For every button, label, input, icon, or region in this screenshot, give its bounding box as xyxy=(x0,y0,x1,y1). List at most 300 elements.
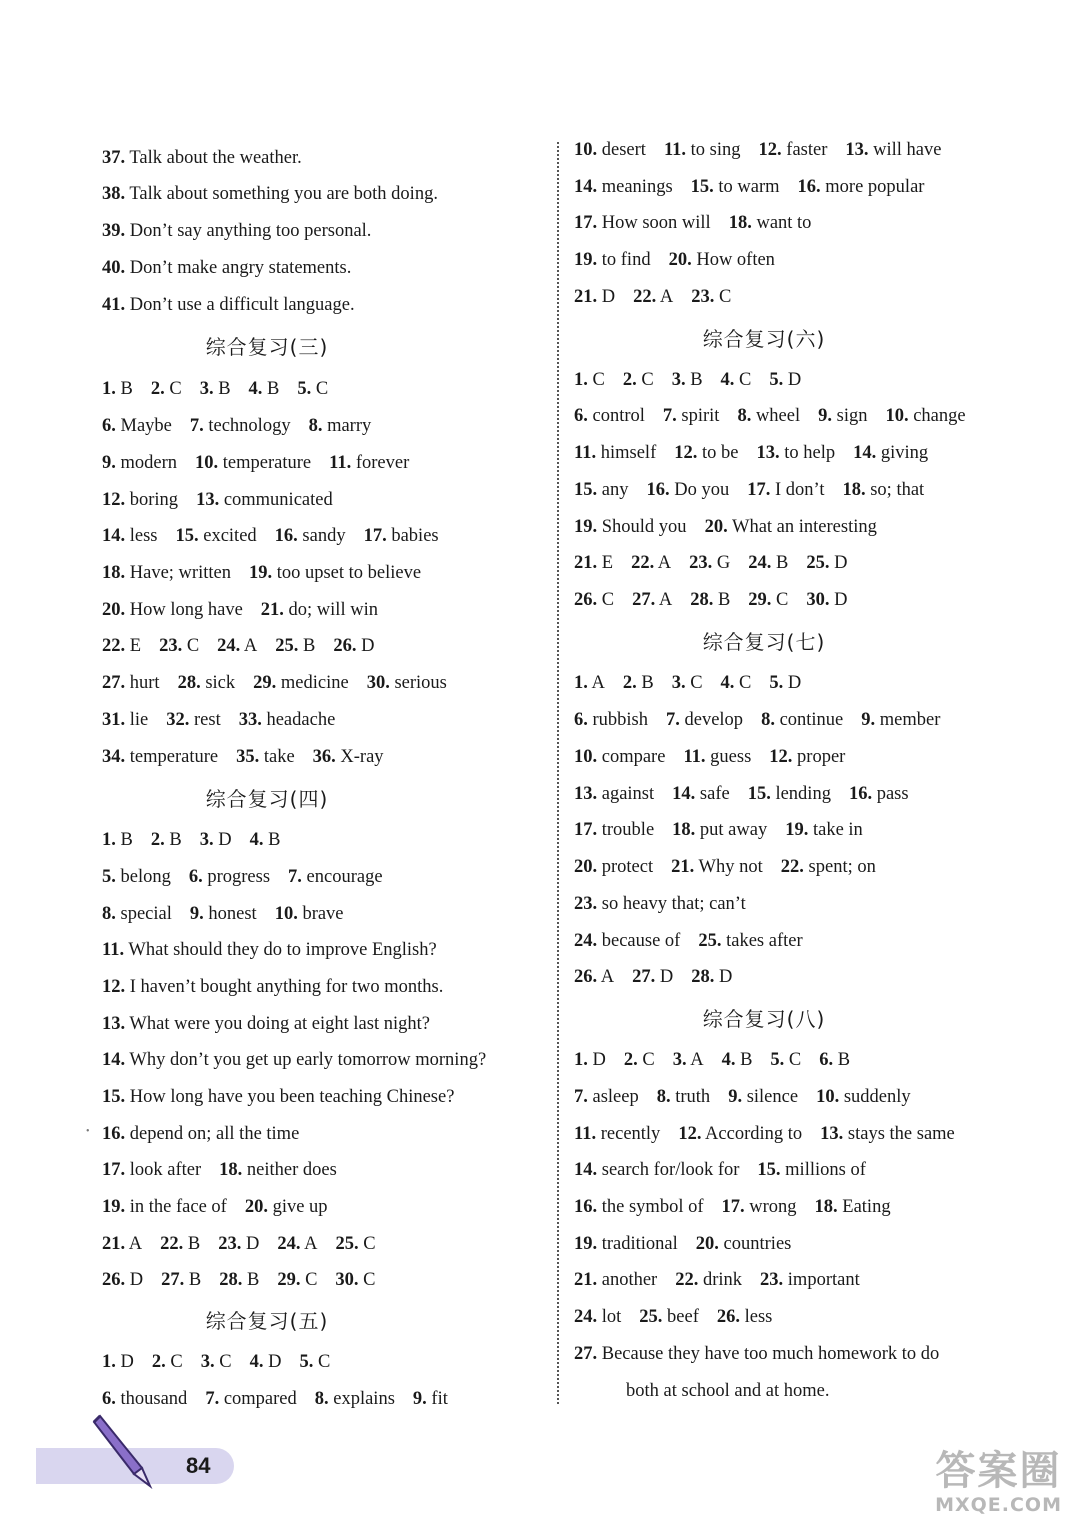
question-number: 3. xyxy=(671,673,686,693)
answer-text: thousand xyxy=(120,1389,188,1409)
answer-item xyxy=(102,258,351,278)
answer-line xyxy=(574,1122,955,1146)
answer-item xyxy=(190,416,291,436)
answer-text: member xyxy=(879,710,941,730)
answer-item xyxy=(102,1087,454,1107)
answer-item xyxy=(151,830,182,850)
answer-text: B xyxy=(120,379,133,399)
question-number: 10. xyxy=(816,1087,840,1107)
answer-text: put away xyxy=(699,820,768,840)
answer-item xyxy=(820,1124,955,1144)
answer-text: too upset to believe xyxy=(276,563,422,583)
column-divider xyxy=(557,142,559,1404)
answer-text: I don’t xyxy=(774,480,825,500)
answer-text: Don’t make angry statements. xyxy=(129,258,352,278)
answer-text: protect xyxy=(601,857,654,877)
question-number: 28. xyxy=(177,673,201,693)
question-number: 17. xyxy=(574,213,598,233)
answer-text: lending xyxy=(775,784,831,804)
question-number: 13. xyxy=(845,140,869,160)
answer-text: B xyxy=(120,830,133,850)
answer-item xyxy=(299,1352,330,1372)
answer-item xyxy=(759,140,828,160)
answer-text: C xyxy=(219,1352,232,1372)
answer-text: How often xyxy=(696,250,775,270)
answer-text: B xyxy=(246,1270,260,1290)
answer-line xyxy=(102,1012,430,1036)
answer-item xyxy=(574,747,665,767)
answer-item xyxy=(691,287,731,307)
question-number: 7. xyxy=(189,416,204,436)
answer-item xyxy=(195,453,311,473)
answer-text: A xyxy=(128,1234,143,1254)
answer-text: Why don’t you get up early tomorrow morning? xyxy=(129,1050,487,1070)
question-number: 19. xyxy=(574,250,598,270)
answer-line xyxy=(626,1379,829,1403)
answer-item xyxy=(770,1050,801,1070)
answer-text: How long have xyxy=(129,600,243,620)
answer-text: any xyxy=(601,480,629,500)
question-number: 9. xyxy=(728,1087,743,1107)
question-number: 29. xyxy=(748,590,772,610)
answer-item xyxy=(818,406,867,426)
question-number: 16. xyxy=(848,784,873,804)
answer-item xyxy=(691,177,780,197)
answer-item xyxy=(102,563,231,583)
question-number: 9. xyxy=(861,710,876,730)
question-number: 27. xyxy=(161,1270,185,1290)
answer-text: B xyxy=(188,1270,202,1290)
answer-text: look after xyxy=(129,1160,202,1180)
question-number: 39. xyxy=(102,221,126,241)
answer-text: B xyxy=(740,1050,753,1070)
answer-item xyxy=(574,1270,657,1290)
answer-item xyxy=(219,1160,337,1180)
pen-icon xyxy=(90,1410,160,1492)
answer-text: C xyxy=(642,1050,655,1070)
question-number: 20. xyxy=(244,1197,268,1217)
answer-text: millions of xyxy=(785,1160,866,1180)
answer-item xyxy=(250,1352,282,1372)
question-number: 14. xyxy=(574,1160,598,1180)
question-number: 19. xyxy=(102,1197,126,1217)
answer-line xyxy=(102,219,371,243)
answer-line xyxy=(574,441,928,465)
question-number: 27. xyxy=(102,673,126,693)
question-number: 10. xyxy=(195,453,219,473)
answer-text: wrong xyxy=(749,1197,797,1217)
question-number: 16. xyxy=(274,526,298,546)
answer-item xyxy=(574,673,605,693)
question-number: 32. xyxy=(166,710,190,730)
answer-item xyxy=(249,563,421,583)
answer-text: Because they have too much homework to do xyxy=(601,1344,940,1364)
answer-text: A xyxy=(657,553,672,573)
answer-item xyxy=(785,820,863,840)
answer-item xyxy=(671,857,763,877)
question-number: 22. xyxy=(160,1234,184,1254)
answer-text: against xyxy=(601,784,655,804)
question-number: 14. xyxy=(853,443,877,463)
answer-text: proper xyxy=(797,747,846,767)
question-number: 30. xyxy=(335,1270,359,1290)
answer-item xyxy=(309,416,372,436)
question-number: 3. xyxy=(671,370,686,390)
answer-text: to warm xyxy=(718,177,780,197)
answer-item xyxy=(176,526,257,546)
question-number: 15. xyxy=(757,1160,781,1180)
question-number: 22. xyxy=(631,553,655,573)
question-number: 21. xyxy=(260,600,284,620)
question-number: 1. xyxy=(102,379,116,399)
answer-item xyxy=(102,526,158,546)
answer-item xyxy=(769,673,801,693)
answer-text: more popular xyxy=(825,177,925,197)
answer-item xyxy=(102,1197,227,1217)
question-number: 4. xyxy=(249,830,264,850)
answer-item xyxy=(245,1197,328,1217)
answer-item xyxy=(849,784,909,804)
answer-text: C xyxy=(186,636,200,656)
question-number: 4. xyxy=(249,1352,264,1372)
question-number: 41. xyxy=(102,295,126,315)
answer-item xyxy=(769,747,845,767)
answer-text: C xyxy=(718,287,732,307)
question-number: 26. xyxy=(574,590,598,610)
answer-text: change xyxy=(913,406,966,426)
answer-text: A xyxy=(659,287,674,307)
answer-item xyxy=(178,673,236,693)
answer-text: the symbol of xyxy=(601,1197,704,1217)
answer-item xyxy=(781,857,876,877)
section-heading: 综合复习(三) xyxy=(205,335,329,359)
answer-text: give up xyxy=(272,1197,328,1217)
answer-item xyxy=(574,1124,660,1144)
question-number: 23. xyxy=(689,553,713,573)
answer-text: Have; written xyxy=(129,563,231,583)
question-number: 5. xyxy=(769,673,784,693)
answer-text: countries xyxy=(723,1234,792,1254)
question-number: 30. xyxy=(366,673,390,693)
answer-item xyxy=(574,177,673,197)
answer-text: to be xyxy=(701,443,739,463)
answer-text: B xyxy=(717,590,731,610)
answer-item xyxy=(277,1234,317,1254)
question-number: 28. xyxy=(690,590,714,610)
answer-text: giving xyxy=(880,443,929,463)
answer-text: C xyxy=(169,379,182,399)
answer-item xyxy=(672,820,767,840)
answer-text: neither does xyxy=(246,1160,337,1180)
answer-line xyxy=(102,1268,376,1292)
answer-line xyxy=(102,634,374,658)
answer-item xyxy=(250,830,281,850)
answer-item xyxy=(666,710,743,730)
answer-text: D xyxy=(834,553,848,573)
answer-text: so; that xyxy=(870,480,925,500)
answer-line xyxy=(102,1122,299,1146)
answer-item xyxy=(574,590,614,610)
question-number: 24. xyxy=(277,1234,301,1254)
watermark-title: 答案圈 xyxy=(935,1448,1062,1494)
answer-text: will have xyxy=(873,140,942,160)
question-number: 13. xyxy=(574,784,598,804)
answer-item xyxy=(748,590,788,610)
question-number: 37. xyxy=(102,148,126,168)
question-number: 16. xyxy=(646,480,670,500)
question-number: 7. xyxy=(288,867,302,887)
answer-text: brave xyxy=(302,904,344,924)
answer-line xyxy=(574,515,877,539)
question-number: 5. xyxy=(770,1050,785,1070)
answer-text: babies xyxy=(391,526,439,546)
answer-line xyxy=(574,708,940,732)
question-number: 17. xyxy=(363,526,387,546)
question-number: 17. xyxy=(721,1197,745,1217)
answer-item xyxy=(275,636,315,656)
answer-text: traditional xyxy=(601,1234,678,1254)
answer-line xyxy=(102,708,335,732)
answer-line xyxy=(102,182,438,206)
answer-text: progress xyxy=(207,867,271,887)
question-number: 20. xyxy=(574,857,598,877)
answer-text: compare xyxy=(601,747,666,767)
answer-text: D xyxy=(592,1050,606,1070)
question-number: 24. xyxy=(574,931,598,951)
answer-item xyxy=(102,747,218,767)
question-number: 3. xyxy=(199,830,214,850)
answer-item xyxy=(335,1234,375,1254)
answer-text: another xyxy=(601,1270,658,1290)
answer-text: forever xyxy=(355,453,410,473)
answer-item xyxy=(253,673,349,693)
answer-item xyxy=(675,1270,742,1290)
question-number: 20. xyxy=(704,517,728,537)
answer-item xyxy=(574,1307,621,1327)
answer-line xyxy=(102,938,437,962)
answer-item xyxy=(815,1197,891,1217)
answer-line xyxy=(574,1305,772,1329)
answer-item xyxy=(102,1050,486,1070)
answer-text: fit xyxy=(431,1389,448,1409)
answer-item xyxy=(728,1087,798,1107)
question-number: 1. xyxy=(102,1352,116,1372)
answer-line xyxy=(102,488,333,512)
answer-text: A xyxy=(690,1050,704,1070)
answer-line xyxy=(574,138,941,162)
answer-line xyxy=(102,902,344,926)
answer-text: wheel xyxy=(755,406,801,426)
answer-text: takes after xyxy=(726,931,803,951)
answer-item xyxy=(288,867,383,887)
answer-line xyxy=(102,975,443,999)
question-number: 4. xyxy=(720,673,735,693)
answer-text: to sing xyxy=(690,140,741,160)
answer-text: A xyxy=(658,590,673,610)
answer-text: develop xyxy=(684,710,744,730)
answer-text: B xyxy=(218,379,231,399)
question-number: 27. xyxy=(632,590,656,610)
answer-text: less xyxy=(129,526,158,546)
answer-item xyxy=(769,370,801,390)
answer-item xyxy=(102,1124,299,1144)
answer-line xyxy=(102,671,447,695)
question-number: 5. xyxy=(299,1352,314,1372)
question-number: 23. xyxy=(159,636,183,656)
question-number: 3. xyxy=(199,379,214,399)
answer-text: B xyxy=(690,370,703,390)
answer-item xyxy=(364,526,439,546)
answer-item xyxy=(691,967,732,987)
answer-item xyxy=(574,517,687,537)
question-number: 2. xyxy=(623,1050,638,1070)
answer-line xyxy=(102,146,302,170)
answer-text: to help xyxy=(784,443,836,463)
answer-item xyxy=(574,1050,606,1070)
answer-line xyxy=(574,929,803,953)
answer-item xyxy=(798,177,925,197)
answer-item xyxy=(574,894,746,914)
answer-text: belong xyxy=(120,867,171,887)
question-number: 10. xyxy=(274,904,298,924)
answer-line xyxy=(102,828,280,852)
answer-item xyxy=(413,1389,448,1409)
question-number: 11. xyxy=(329,453,352,473)
answer-text: beef xyxy=(667,1307,699,1327)
answer-text: Maybe xyxy=(120,416,172,436)
answer-text: sick xyxy=(205,673,236,693)
question-number: 4. xyxy=(720,370,735,390)
answer-text: important xyxy=(787,1270,860,1290)
answer-text: C xyxy=(739,673,752,693)
answer-item xyxy=(574,1234,678,1254)
answer-line xyxy=(102,451,409,475)
answer-text: take xyxy=(263,747,295,767)
question-number: 29. xyxy=(277,1270,301,1290)
answer-text: drink xyxy=(702,1270,743,1290)
question-number: 17. xyxy=(747,480,771,500)
answer-line xyxy=(574,818,863,842)
answer-text: silence xyxy=(746,1087,799,1107)
answer-item xyxy=(748,784,831,804)
answer-text: modern xyxy=(120,453,178,473)
answer-text: spirit xyxy=(681,406,720,426)
answer-item xyxy=(574,931,680,951)
answer-item xyxy=(574,1160,739,1180)
answer-line xyxy=(102,377,328,401)
question-number: 4. xyxy=(721,1050,736,1070)
answer-item xyxy=(722,1197,797,1217)
answer-item xyxy=(102,867,171,887)
question-number: 12. xyxy=(102,977,126,997)
question-number: 23. xyxy=(691,287,715,307)
question-number: 31. xyxy=(102,710,126,730)
question-number: 25. xyxy=(698,931,722,951)
question-number: 7. xyxy=(666,710,680,730)
question-number: 14. xyxy=(672,784,696,804)
question-number: 22. xyxy=(675,1270,699,1290)
watermark-logo xyxy=(935,1448,1062,1516)
answer-text: Why not xyxy=(698,857,763,877)
answer-item xyxy=(816,1087,911,1107)
question-number: 4. xyxy=(248,379,263,399)
answer-item xyxy=(760,1270,860,1290)
question-number: 22. xyxy=(633,287,657,307)
question-number: 16. xyxy=(102,1124,126,1144)
question-number: 18. xyxy=(672,820,696,840)
answer-text: spent; on xyxy=(808,857,876,877)
answer-text: Do you xyxy=(674,480,730,500)
answer-item xyxy=(335,1270,375,1290)
question-number: 38. xyxy=(102,184,126,204)
answer-item xyxy=(698,931,802,951)
question-number: 22. xyxy=(102,636,126,656)
question-number: 30. xyxy=(806,590,830,610)
answer-item xyxy=(102,184,438,204)
answer-item xyxy=(631,553,671,573)
answer-line xyxy=(102,293,355,317)
question-number: 23. xyxy=(574,894,598,914)
answer-line xyxy=(574,671,801,695)
question-number: 21. xyxy=(574,287,598,307)
question-number: 21. xyxy=(671,857,695,877)
question-number: 13. xyxy=(820,1124,844,1144)
question-number: 29. xyxy=(253,673,277,693)
question-number: 18. xyxy=(102,563,126,583)
answer-text: himself xyxy=(600,443,657,463)
question-number: 3. xyxy=(200,1352,215,1372)
question-number: 15. xyxy=(747,784,771,804)
question-number: 7. xyxy=(662,406,677,426)
question-number: 7. xyxy=(574,1087,588,1107)
answer-item xyxy=(102,977,443,997)
answer-text: search for/look for xyxy=(601,1160,740,1180)
question-number: 8. xyxy=(656,1087,671,1107)
answer-text: Don’t use a difficult language. xyxy=(129,295,355,315)
answer-item xyxy=(196,490,333,510)
answer-text: B xyxy=(837,1050,851,1070)
answer-item xyxy=(632,590,672,610)
answer-item xyxy=(664,140,741,160)
answer-item xyxy=(669,250,775,270)
answer-text: D xyxy=(659,967,674,987)
answer-item xyxy=(201,1352,232,1372)
answer-text: D xyxy=(834,590,848,610)
answer-item xyxy=(102,490,178,510)
answer-item xyxy=(623,370,654,390)
answer-item xyxy=(574,213,711,233)
answer-item xyxy=(275,526,346,546)
answer-text: faster xyxy=(786,140,828,160)
question-number: 12. xyxy=(758,140,782,160)
question-number: 18. xyxy=(728,213,752,233)
answer-line xyxy=(102,1085,454,1109)
answer-line xyxy=(574,892,746,916)
answer-text: D xyxy=(120,1352,134,1372)
answer-text: A xyxy=(304,1234,318,1254)
answer-line xyxy=(102,524,439,548)
question-number: 24. xyxy=(748,553,772,573)
answer-line xyxy=(574,368,801,392)
answer-item xyxy=(102,1352,134,1372)
answer-text: C xyxy=(739,370,752,390)
answer-item xyxy=(721,673,752,693)
answer-text: C xyxy=(305,1270,318,1290)
answer-line xyxy=(574,248,775,272)
answer-text: do; will win xyxy=(288,600,378,620)
answer-text: Should you xyxy=(601,517,687,537)
answer-text: sign xyxy=(836,406,868,426)
